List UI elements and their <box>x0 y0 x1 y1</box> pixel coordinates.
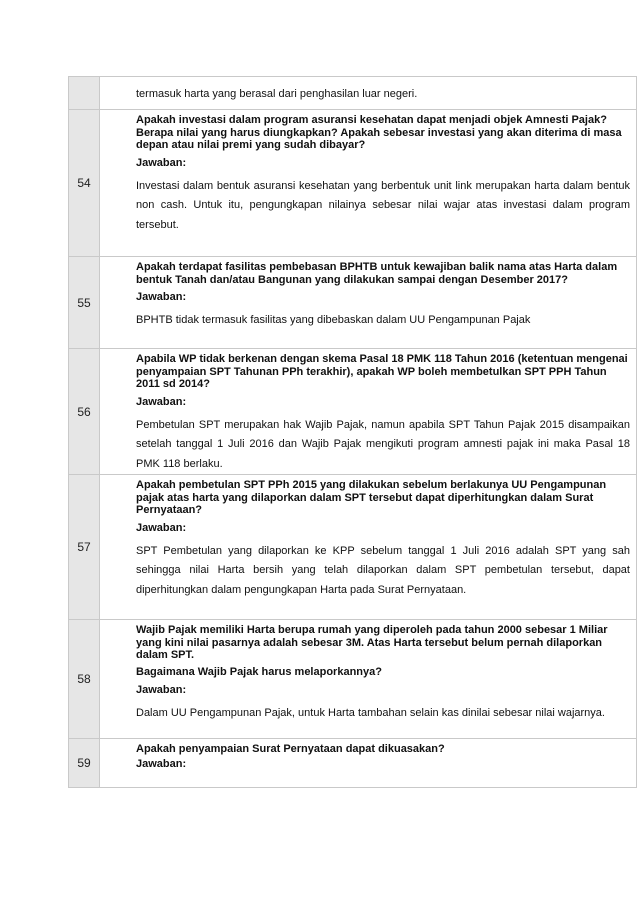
row-number: 56 <box>69 349 100 475</box>
answer-text: Pembetulan SPT merupakan hak Wajib Pajak, namun apabila SPT Tahun Pajak 2015 disampaikan setelah tanggal 1 Juli 2016 dan Wajib Pajak mengikuti program amnesti pajak ini maka Pasal 18 PMK 118 berlaku. <box>136 418 630 470</box>
row-number-cell <box>69 77 100 110</box>
answer-label: Jawaban: <box>136 521 187 534</box>
answer-text: BPHTB tidak termasuk fasilitas yang dibebaskan dalam UU Pengampunan Pajak <box>136 314 531 326</box>
row-content-cell <box>100 110 637 257</box>
table-row <box>69 620 637 739</box>
question-text: Apabila WP tidak berkenan dengan skema Pasal 18 PMK 118 Tahun 2016 (ketentuan mengenai penyampaian SPT Tahunan PPh terakhir), apakah WP boleh membetulkan SPT PPH Tahun 2011 sd 2014? <box>136 353 628 390</box>
row-content-cell <box>100 77 637 110</box>
table-row <box>69 349 637 475</box>
table-row <box>69 77 637 110</box>
table-row <box>69 475 637 620</box>
answer-label: Jawaban: <box>136 683 187 696</box>
row-number: 55 <box>69 257 100 349</box>
row-number: 59 <box>69 739 100 788</box>
question-text: Apakah pembetulan SPT PPh 2015 yang dilakukan sebelum berlakunya UU Pengampunan pajak atas harta yang dilaporkan dalam SPT tersebut dapat diperhitungkan dalam Surat Pernyataan? <box>136 479 607 516</box>
answer-label: Jawaban: <box>136 156 187 169</box>
faq-table <box>68 76 637 788</box>
answer-label: Jawaban: <box>136 395 187 408</box>
sub-question-text: Bagaimana Wajib Pajak harus melaporkannya? <box>136 665 382 678</box>
answer-text: Dalam UU Pengampunan Pajak, untuk Harta tambahan selain kas dinilai sebesar nilai wajarnya. <box>136 706 605 719</box>
continuation-text: termasuk harta yang berasal dari penghasilan luar negeri. <box>136 88 418 100</box>
question-text: Apakah investasi dalam program asuransi kesehatan dapat menjadi objek Amnesti Pajak? Berapa nilai yang harus diungkapkan? Apakah sebesar investasi yang akan diterima di masa depan atau nilai premi yang sudah dibayar? <box>136 114 622 151</box>
answer-text: SPT Pembetulan yang dilaporkan ke KPP sebelum tanggal 1 Juli 2016 adalah SPT yang sah sehingga nilai Harta bersih yang telah dilaporkan dalam SPT pembetulan tersebut, dapat diperhitungkan dalam pengungkapan Harta pada Surat Pernyataan. <box>136 544 630 596</box>
row-content-cell <box>100 349 637 475</box>
row-number: 58 <box>69 620 100 739</box>
question-text: Apakah terdapat fasilitas pembebasan BPHTB untuk kewajiban balik nama atas Harta dalam bentuk Tanah dan/atau Bangunan yang dilakukan sampai dengan Desember 2017? <box>136 261 618 286</box>
answer-label: Jawaban: <box>136 291 187 303</box>
row-content-cell <box>100 739 637 788</box>
row-content-cell <box>100 257 637 349</box>
answer-label: Jawaban: <box>136 757 187 770</box>
row-number: 57 <box>69 475 100 620</box>
question-text: Wajib Pajak memiliki Harta berupa rumah yang diperoleh pada tahun 2000 sebesar 1 Miliar yang kini nilai pasarnya adalah sebesar 3M. Atas Harta tersebut belum pernah dilaporkan dalam SPT. <box>136 624 608 661</box>
table-row <box>69 739 637 788</box>
table-row <box>69 257 637 349</box>
row-content-cell <box>100 620 637 739</box>
question-text: Apakah penyampaian Surat Pernyataan dapat dikuasakan? <box>136 743 445 755</box>
table-row <box>69 110 637 257</box>
row-number: 54 <box>69 110 100 257</box>
row-content-cell <box>100 475 637 620</box>
answer-text: Investasi dalam bentuk asuransi kesehatan yang berbentuk unit link merupakan harta dalam bentuk non cash. Untuk itu, pengungkapan nilainya sebesar nilai wajar atas investasi dalam program tersebut. <box>136 179 630 231</box>
